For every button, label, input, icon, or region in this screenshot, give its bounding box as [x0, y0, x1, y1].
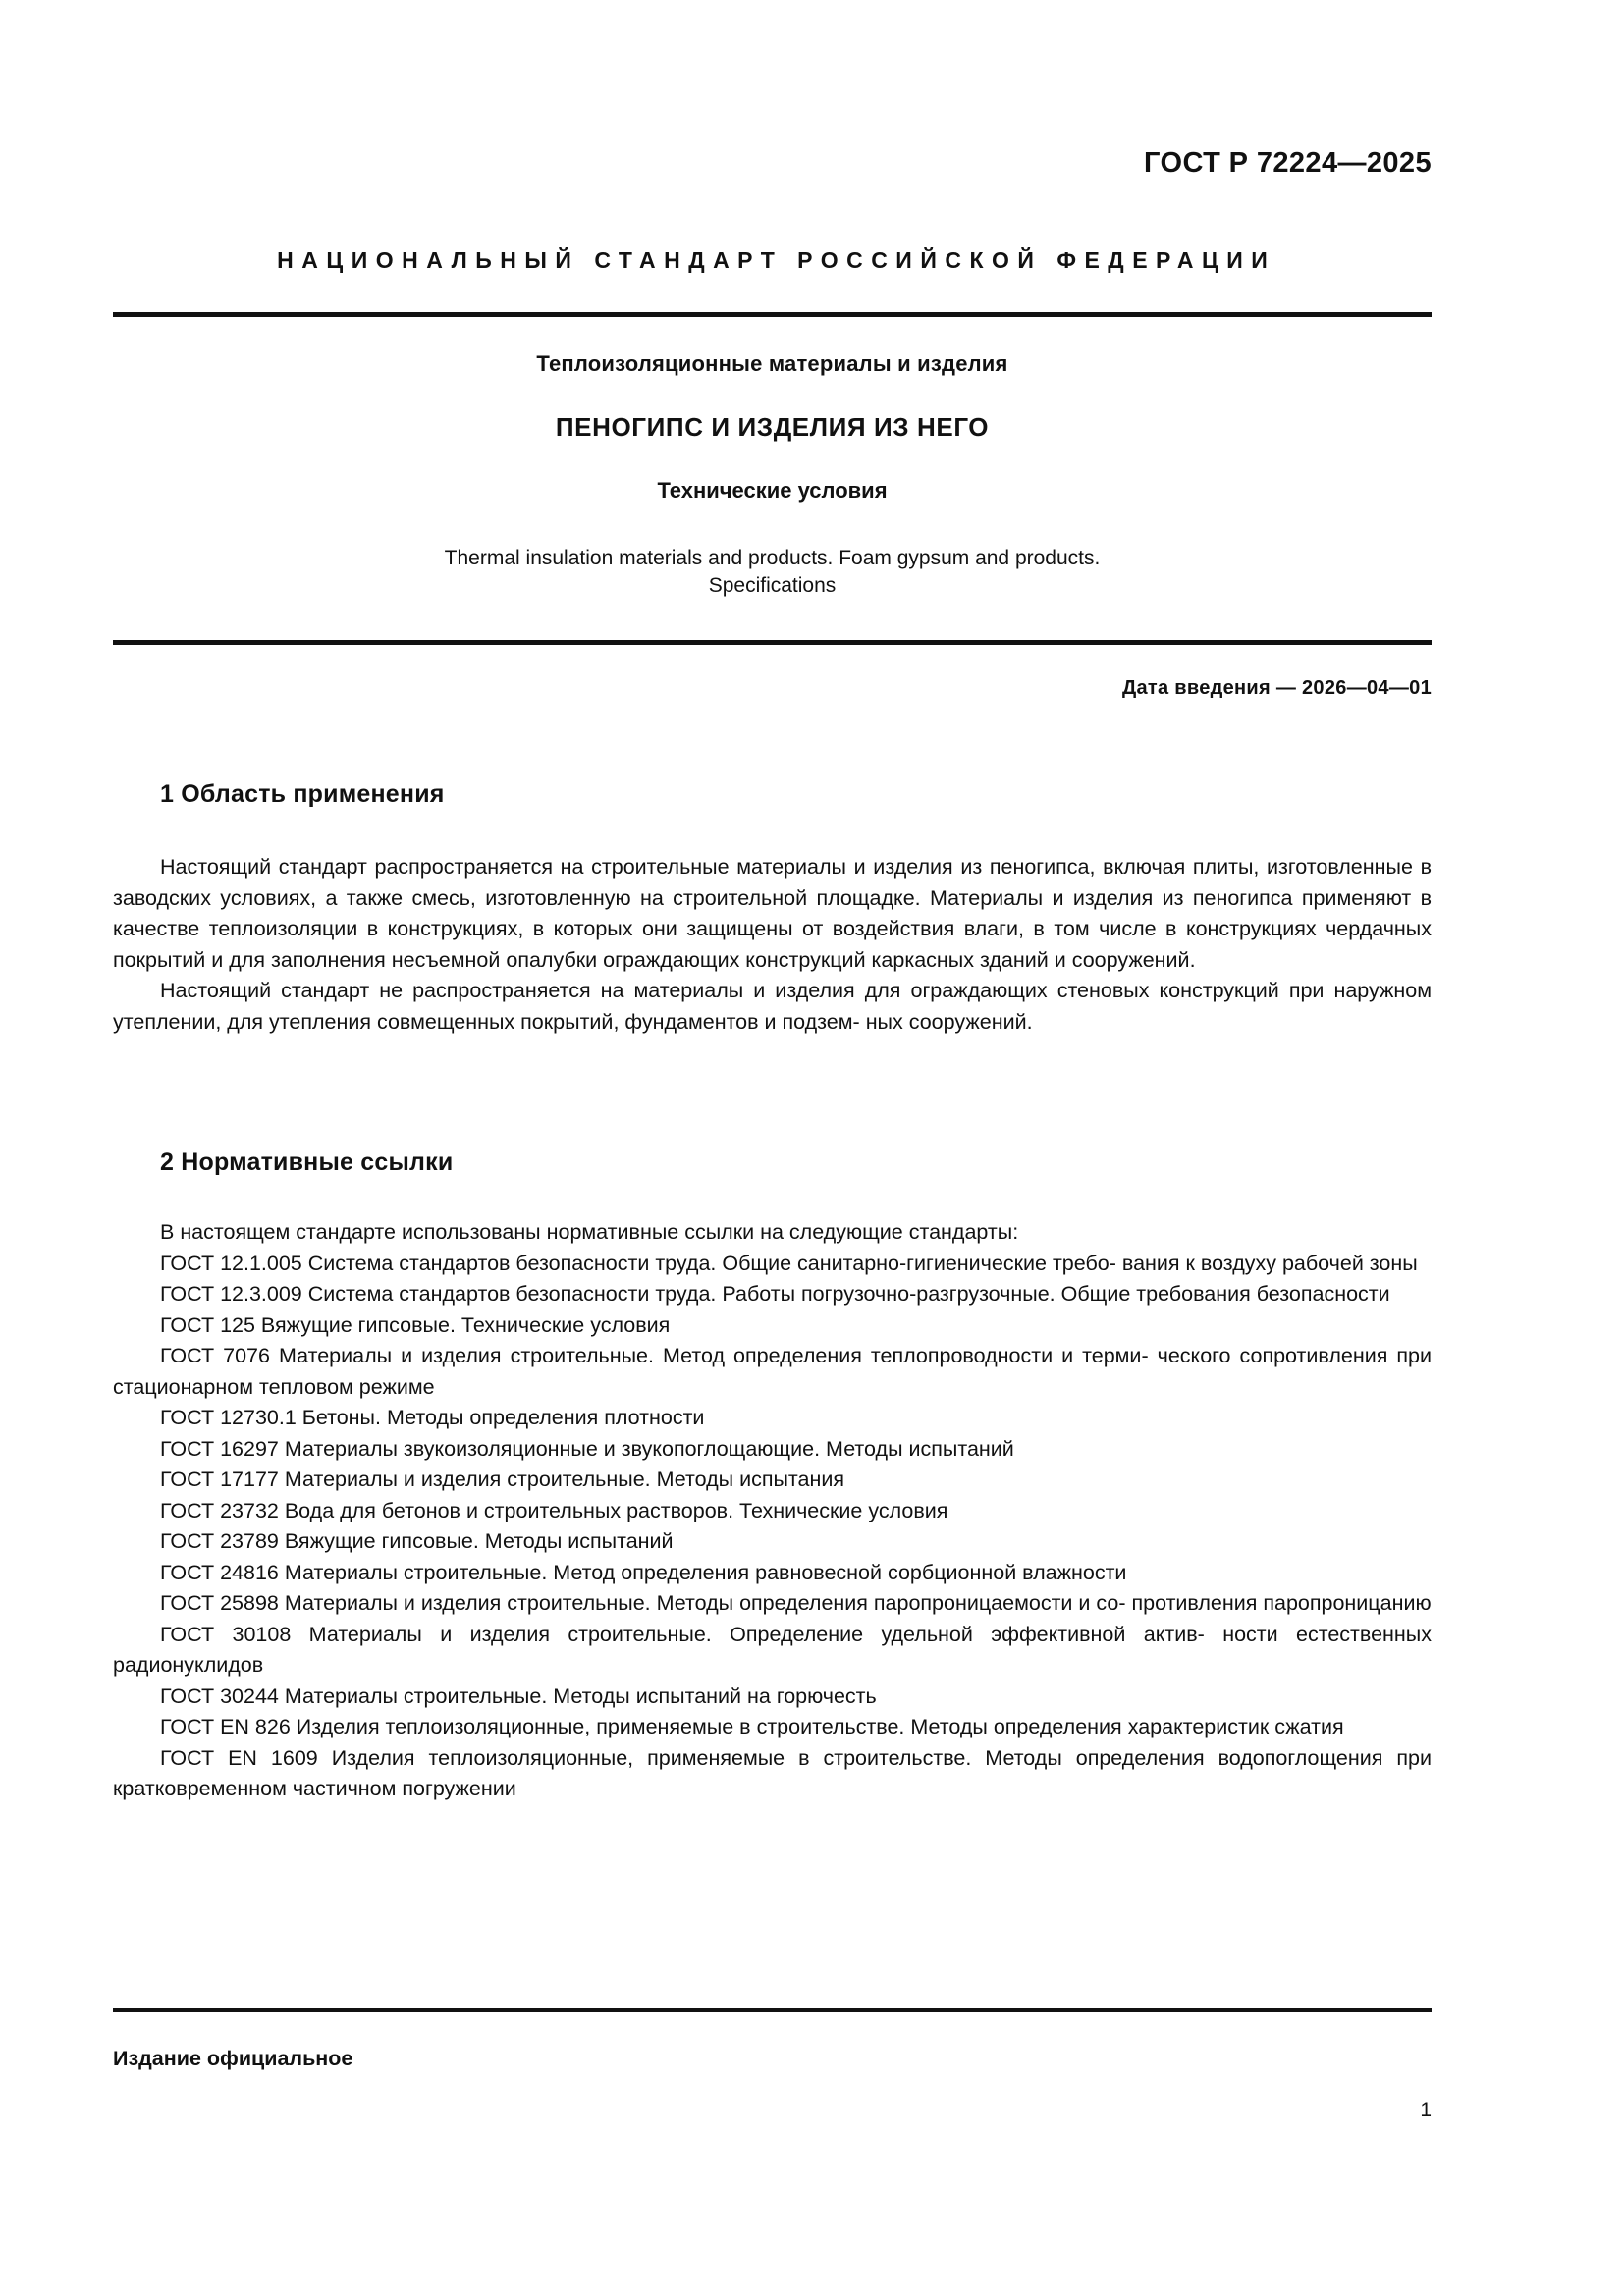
reference-line: противления паропроницанию — [1131, 1591, 1432, 1615]
section-heading-references: 2 Нормативные ссылки — [160, 1148, 454, 1176]
reference-item — [113, 1403, 1432, 1434]
reference-line: ГОСТ 23732 Вода для бетонов и строительных растворов. Технические условия — [160, 1498, 948, 1522]
reference-item — [113, 1526, 1432, 1558]
reference-line: ГОСТ 23789 Вяжущие гипсовые. Методы испытаний — [160, 1529, 674, 1553]
reference-item — [113, 1465, 1432, 1496]
title-kind: Технические условия — [657, 478, 888, 503]
reference-item — [113, 1341, 1432, 1403]
reference-line: ГОСТ 7076 Материалы и изделия строительные. Метод определения теплопроводности и терми- — [160, 1344, 1149, 1367]
reference-item — [113, 1588, 1432, 1620]
reference-line: ГОСТ EN 826 Изделия теплоизоляционные, применяемые в строительстве. Методы определения — [160, 1715, 1122, 1738]
reference-item — [113, 1434, 1432, 1466]
reference-line: ГОСТ 16297 Материалы звукоизоляционные и звукопоглощающие. Методы испытаний — [160, 1436, 1014, 1461]
reference-item — [113, 1620, 1432, 1682]
reference-line: ГОСТ 30244 Материалы строительные. Методы испытаний на горючесть — [160, 1683, 877, 1708]
reference-line: ГОСТ 30108 Материалы и изделия строительные. Определение удельной эффективной актив- — [160, 1622, 1205, 1646]
reference-line: ГОСТ 12.3.009 Система стандартов безопасности труда. Работы погрузочно-разгрузочные. Общие — [160, 1282, 1131, 1306]
paragraph — [113, 976, 1432, 1038]
reference-line: ности естественных радионуклидов — [113, 1622, 1432, 1677]
reference-line: ГОСТ 25898 Материалы и изделия строительные. Методы определения паропроницаемости и со- — [160, 1591, 1126, 1615]
title-main: ПЕНОГИПС И ИЗДЕЛИЯ ИЗ НЕГО — [555, 412, 990, 442]
reference-item — [113, 1279, 1432, 1310]
text-line: которых они защищены от воздействия влаги, в том числе в конструкциях чердачных покрытий и для — [113, 917, 1432, 972]
references-list — [113, 1249, 1432, 1805]
section-body-references — [113, 1217, 1432, 1805]
header-divider-top — [113, 312, 1432, 317]
text-line: Настоящий стандарт не распространяется на материалы и изделия для ограждающих стеновых — [160, 979, 1150, 1002]
national-standard-banner: НАЦИОНАЛЬНЫЙ СТАНДАРТ РОССИЙСКОЙ ФЕДЕРАЦИИ — [277, 247, 1276, 273]
title-english-line-1: Thermal insulation materials and products. Foam gypsum and products. — [444, 547, 1101, 569]
reference-line: ГОСТ 17177 Материалы и изделия строительные. Методы испытания — [160, 1468, 845, 1491]
text-line: Настоящий стандарт распространяется на строительные материалы и изделия из пеногипса, — [160, 855, 1096, 879]
reference-line: ГОСТ 12.1.005 Система стандартов безопасности труда. Общие санитарно-гигиенические требо- — [160, 1251, 1116, 1275]
reference-line: требования безопасности — [1136, 1282, 1390, 1306]
text-line: площадке. Материалы и изделия из пеногипса применяют в качестве теплоизоляции в конструкциях, в — [113, 885, 1432, 940]
reference-item — [113, 1249, 1432, 1280]
introduction-date: Дата введения — 2026—04—01 — [1121, 677, 1432, 699]
header-divider-bottom — [113, 640, 1432, 645]
reference-line: водопоглощения при кратковременном частичном погружении — [113, 1745, 1432, 1800]
title-english — [113, 545, 1432, 599]
reference-item — [113, 1682, 1432, 1713]
text-line: включая плиты, изготовленные в заводских условиях, а также смесь, изготовленную на строительной — [113, 855, 1432, 910]
reference-item — [113, 1743, 1432, 1805]
reference-item — [113, 1712, 1432, 1743]
text-line: конструкций при наружном утеплении, для утепления совмещенных покрытий, фундаментов и подзем- — [113, 979, 1433, 1034]
reference-line: ческого сопротивления при стационарном тепловом режиме — [113, 1344, 1432, 1399]
standard-number: ГОСТ Р 72224—2025 — [1144, 147, 1432, 179]
reference-line: характеристик сжатия — [1127, 1715, 1344, 1738]
text-line: заполнения несъемной опалубки ограждающих конструкций каркасных зданий и сооружений. — [270, 947, 1196, 972]
section-body-scope — [113, 852, 1432, 1038]
reference-line: ГОСТ EN 1609 Изделия теплоизоляционные, применяемые в строительстве. Методы определения — [160, 1745, 1205, 1770]
reference-line: ГОСТ 125 Вяжущие гипсовые. Технические условия — [160, 1312, 671, 1337]
section-heading-scope: 1 Область применения — [160, 780, 445, 808]
title-block — [113, 351, 1432, 599]
reference-line: ГОСТ 24816 Материалы строительные. Метод определения равновесной сорбционной влажности — [160, 1560, 1127, 1584]
text-line: ных сооружений. — [865, 1009, 1033, 1034]
paragraph — [113, 852, 1432, 976]
page-number: 1 — [1420, 2099, 1432, 2121]
reference-line: вания к воздуху рабочей зоны — [1121, 1251, 1418, 1275]
reference-item — [113, 1310, 1432, 1342]
reference-item — [113, 1558, 1432, 1589]
footer-note: Издание официальное — [113, 2047, 353, 2070]
reference-line: ГОСТ 12730.1 Бетоны. Методы определения плотности — [160, 1406, 705, 1429]
title-english-line-2: Specifications — [708, 573, 837, 597]
reference-item — [113, 1496, 1432, 1527]
footer-divider — [113, 2008, 1432, 2012]
references-intro: В настоящем стандарте использованы нормативные ссылки на следующие стандарты: — [160, 1220, 1019, 1244]
title-category: Теплоизоляционные материалы и изделия — [536, 351, 1008, 376]
